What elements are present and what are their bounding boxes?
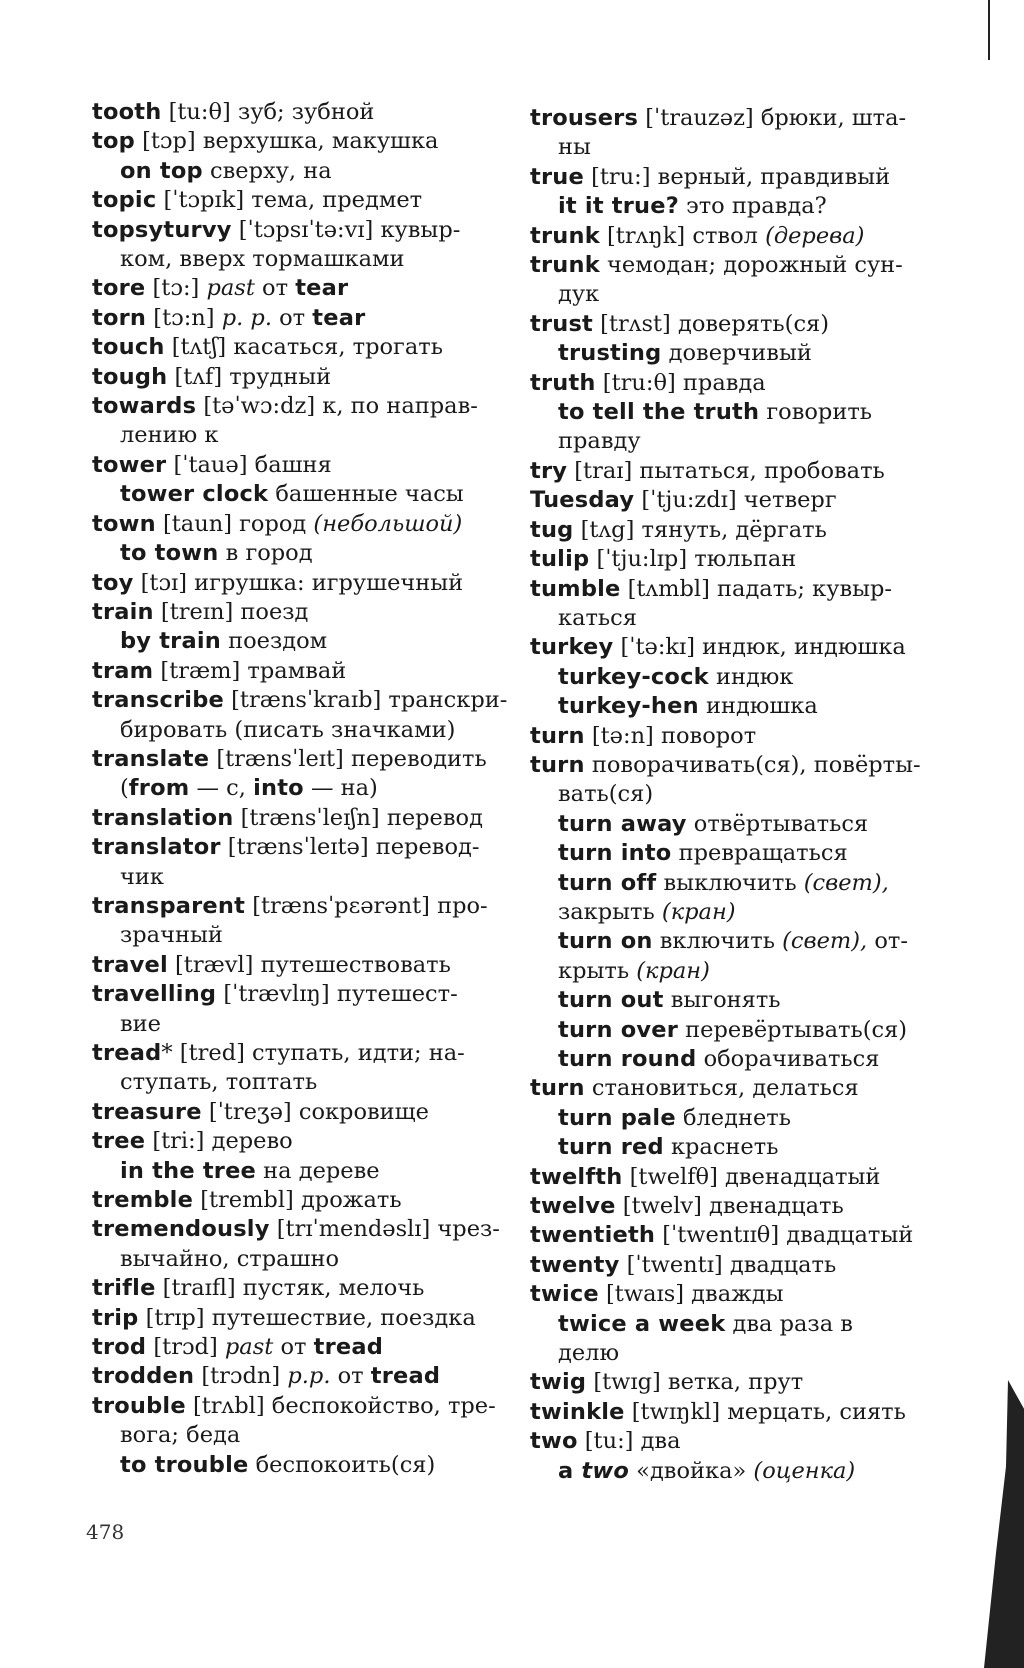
dictionary-line	[530, 457, 960, 486]
dictionary-line	[530, 722, 960, 751]
dictionary-line	[530, 1133, 960, 1162]
translation-text: [twɪg] ветка, прут	[586, 1369, 804, 1396]
dictionary-line	[530, 104, 960, 133]
dictionary-line	[92, 1186, 512, 1215]
headword: twentieth	[530, 1222, 656, 1249]
translation-text: [tʌmbl] падать; кувыр-	[620, 575, 893, 602]
translation-text: — на)	[303, 775, 378, 802]
translation-text: [ˈtɔpsɪˈtə:vɪ] кувыр-	[231, 216, 461, 243]
translation-text: [tɔɪ] игрушка: игрушечный	[133, 569, 464, 596]
translation-text: лению к	[120, 422, 219, 449]
dictionary-line	[530, 192, 960, 221]
headword: translator	[92, 834, 221, 861]
grammar-note: (свет),	[782, 928, 868, 955]
headword: toy	[92, 569, 134, 596]
translation-text: [tə:n] поворот	[584, 722, 757, 749]
grammar-note: past	[224, 1334, 274, 1361]
dictionary-line	[92, 598, 512, 627]
headword: tread	[92, 1040, 162, 1066]
headword: two	[581, 1457, 630, 1484]
translation-text: превращаться	[671, 840, 848, 867]
translation-text: чик	[120, 863, 164, 890]
grammar-note: (дерева)	[765, 222, 865, 249]
dictionary-line	[92, 774, 512, 803]
dictionary-line	[530, 1104, 960, 1133]
headword: towards	[92, 393, 197, 420]
dictionary-line	[530, 986, 960, 1015]
translation-text: [tɔp] верхушка, макушка	[134, 128, 439, 155]
translation-text: ступать, топтать	[120, 1069, 318, 1096]
grammar-note: p.p.	[287, 1363, 331, 1390]
headword: turn	[530, 751, 585, 778]
dictionary-line	[530, 1221, 960, 1250]
dictionary-line	[92, 1304, 512, 1333]
page-number: 478	[86, 1520, 125, 1544]
translation-text: зрачный	[120, 922, 223, 949]
translation-text: [tru:θ] правда	[595, 369, 766, 396]
translation-text: правду	[558, 428, 641, 455]
dictionary-line	[92, 127, 512, 156]
translation-text: [ˈtwentɪ] двадцать	[619, 1251, 837, 1278]
translation-text: [tʌtʃ] касаться, трогать	[164, 334, 443, 361]
translation-text: (	[120, 775, 129, 802]
headword: trunk	[530, 222, 600, 249]
dictionary-line	[92, 510, 512, 539]
translation-text: закрыть	[558, 898, 662, 925]
headword: turkey	[530, 634, 614, 661]
translation-text: бировать (писать значками)	[120, 716, 456, 743]
translation-text: [træm] трамвай	[153, 657, 347, 684]
headword: twice	[530, 1281, 599, 1308]
dictionary-line	[530, 310, 960, 339]
grammar-note: (свет),	[803, 869, 889, 896]
headword: on top	[120, 157, 203, 184]
headword: tread	[370, 1363, 441, 1390]
translation-text: от	[271, 304, 313, 331]
dictionary-line	[92, 892, 512, 921]
translation-text: вога; беда	[120, 1422, 241, 1449]
dictionary-line	[92, 304, 512, 333]
headword: twinkle	[530, 1398, 625, 1425]
dictionary-line	[92, 186, 512, 215]
grammar-note: (кран)	[661, 898, 736, 925]
headword: to town	[120, 540, 219, 567]
translation-text: крыть	[558, 957, 637, 984]
right-column	[530, 104, 960, 1486]
headword: topsyturvy	[92, 216, 232, 243]
dictionary-line	[530, 545, 960, 574]
dictionary-line	[530, 751, 960, 780]
headword: try	[530, 457, 568, 484]
translation-text: [təˈwɔ:dz] к, по направ-	[196, 393, 478, 420]
translation-text: выгонять	[663, 987, 781, 1014]
headword: by train	[120, 628, 221, 655]
translation-text: вычайно, страшно	[120, 1245, 340, 1272]
translation-text: [tɔ:]	[145, 275, 207, 302]
dictionary-line	[92, 657, 512, 686]
headword: trust	[530, 310, 594, 337]
dictionary-line	[92, 1039, 512, 1068]
headword: translate	[92, 745, 210, 772]
dictionary-line	[530, 575, 960, 604]
dictionary-line	[530, 663, 960, 692]
dictionary-line	[530, 369, 960, 398]
dictionary-line	[92, 274, 512, 303]
headword: turn	[530, 1075, 585, 1102]
headword: trod	[92, 1334, 147, 1361]
translation-text: «двойка»	[629, 1457, 754, 1484]
dictionary-line	[530, 1398, 960, 1427]
dictionary-line	[530, 839, 960, 868]
dictionary-line	[92, 539, 512, 568]
headword: truth	[530, 369, 596, 396]
headword: trouble	[92, 1392, 186, 1419]
dictionary-line	[92, 157, 512, 186]
headword: tulip	[530, 546, 590, 573]
headword: in the tree	[120, 1157, 257, 1184]
headword: tore	[92, 275, 146, 302]
translation-text: на дереве	[256, 1157, 380, 1184]
dictionary-line	[530, 1045, 960, 1074]
translation-text: башенные часы	[268, 481, 464, 508]
grammar-note: p. p.	[221, 304, 272, 331]
headword: it it true?	[558, 193, 679, 220]
headword: tear	[295, 275, 349, 302]
headword: turn out	[558, 987, 664, 1014]
headword: torn	[92, 304, 147, 331]
dictionary-line	[530, 633, 960, 662]
dictionary-line	[530, 1310, 960, 1339]
translation-text: [trɪˈmendəslɪ] чрез-	[269, 1216, 500, 1243]
dictionary-line	[530, 222, 960, 251]
grammar-note: past	[206, 275, 255, 302]
dictionary-line	[92, 627, 512, 656]
headword: turn away	[558, 810, 687, 837]
translation-text: [trɔdn]	[194, 1363, 288, 1390]
translation-text: [traɪ] пытаться, пробовать	[567, 457, 885, 484]
headword: tough	[92, 363, 168, 390]
translation-text: это правда?	[678, 193, 827, 220]
headword: trip	[92, 1304, 139, 1331]
translation-text: [trævl] путешествовать	[167, 951, 451, 978]
dictionary-line	[530, 1192, 960, 1221]
grammar-note: (оценка)	[753, 1457, 856, 1484]
translation-text: [ˈtə:kɪ] индюк, индюшка	[613, 634, 906, 661]
translation-text: [twelv] двенадцать	[615, 1193, 844, 1220]
dictionary-line	[92, 421, 512, 450]
dictionary-line	[530, 1457, 960, 1486]
headword: tree	[92, 1128, 146, 1155]
translation-text: поворачивать(ся), повёрты-	[584, 751, 921, 778]
dictionary-line	[530, 516, 960, 545]
headword: trunk	[530, 252, 600, 279]
dictionary-line	[530, 1339, 960, 1368]
headword: tower clock	[120, 481, 269, 508]
translation-text: включить	[652, 928, 783, 955]
dictionary-line	[530, 1427, 960, 1456]
dictionary-line	[530, 280, 960, 309]
translation-text: доверчивый	[661, 340, 812, 367]
translation-text: перевёртывать(ся)	[678, 1016, 908, 1043]
translation-text: дук	[558, 281, 600, 308]
translation-text: [tri:] дерево	[145, 1128, 293, 1155]
translation-text: выключить	[656, 869, 804, 896]
headword: turkey-cock	[558, 663, 709, 690]
dictionary-line	[530, 427, 960, 456]
dictionary-line	[92, 1127, 512, 1156]
headword: to tell the truth	[558, 399, 760, 426]
headword: trifle	[92, 1275, 156, 1302]
dictionary-line	[530, 1280, 960, 1309]
headword: Tuesday	[530, 487, 635, 514]
headword: travelling	[92, 981, 217, 1008]
dictionary-line	[92, 716, 512, 745]
dictionary-line	[92, 745, 512, 774]
translation-text: [tʌf] трудный	[167, 363, 332, 390]
translation-text: [trænsˈpɛərənt] про-	[245, 892, 488, 919]
translation-text: [ˈtɔpɪk] тема, предмет	[156, 187, 423, 214]
dictionary-line	[92, 1392, 512, 1421]
dictionary-line	[92, 1068, 512, 1097]
headword: turn round	[558, 1046, 697, 1072]
translation-text: [twelfθ] двенадцатый	[622, 1163, 881, 1190]
dictionary-line	[92, 451, 512, 480]
translation-text: [trænsˈleɪt] переводить	[209, 745, 487, 772]
headword: tram	[92, 657, 154, 684]
headword: touch	[92, 334, 165, 361]
translation-text: от-	[867, 928, 908, 955]
dictionary-line	[92, 1333, 512, 1362]
translation-text: от	[254, 275, 296, 302]
headword: transparent	[92, 892, 246, 919]
dictionary-line	[92, 1421, 512, 1450]
dictionary-line	[530, 1163, 960, 1192]
dictionary-line	[92, 951, 512, 980]
dictionary-line	[530, 692, 960, 721]
headword: tread	[313, 1334, 384, 1361]
translation-text: ны	[558, 134, 591, 161]
translation-text: — с,	[189, 775, 254, 802]
dictionary-line	[92, 1157, 512, 1186]
headword: twenty	[530, 1251, 620, 1278]
translation-text: становиться, делаться	[584, 1075, 859, 1102]
dictionary-line	[92, 686, 512, 715]
dictionary-line	[530, 957, 960, 986]
translation-text: [traɪfl] пустяк, мелочь	[155, 1275, 425, 1302]
headword: turn into	[558, 840, 672, 867]
headword: tug	[530, 516, 574, 543]
translation-text: каться	[558, 604, 637, 631]
translation-text: поездом	[220, 628, 328, 655]
dictionary-line	[92, 1451, 512, 1480]
dictionary-line	[530, 1251, 960, 1280]
headword: tremendously	[92, 1216, 270, 1243]
dictionary-line	[530, 1368, 960, 1397]
translation-text: беспокоить(ся)	[248, 1451, 436, 1478]
translation-text: [ˈtwentɪɪθ] двадцатый	[655, 1222, 914, 1249]
dictionary-line	[530, 869, 960, 898]
translation-text: говорить	[759, 399, 873, 426]
headword: tooth	[92, 99, 162, 125]
headword: town	[92, 510, 156, 537]
translation-text: [trænsˈleɪʃn] перевод	[233, 804, 483, 831]
headword: twig	[530, 1369, 587, 1396]
headword: true	[530, 163, 584, 190]
dictionary-line	[92, 1215, 512, 1244]
headword: a	[558, 1457, 582, 1484]
translation-text: оборачиваться	[696, 1046, 880, 1072]
headword: transcribe	[92, 687, 224, 714]
translation-text: делю	[558, 1340, 620, 1367]
grammar-note: (кран)	[636, 957, 710, 984]
dictionary-line	[92, 480, 512, 509]
translation-text: [ˈtauə] башня	[166, 451, 332, 478]
translation-text: бледнеть	[675, 1104, 791, 1131]
dictionary-line	[530, 604, 960, 633]
headword: tear	[312, 304, 366, 331]
headword: turkey-hen	[558, 693, 699, 720]
headword: turn over	[558, 1016, 679, 1043]
translation-text: вать(ся)	[558, 781, 654, 808]
translation-text: [trɔd]	[146, 1334, 225, 1361]
translation-text: отвёртываться	[686, 810, 869, 837]
dictionary-line	[92, 1010, 512, 1039]
headword: from	[128, 775, 190, 802]
dictionary-line	[92, 980, 512, 1009]
dictionary-line	[530, 1074, 960, 1103]
translation-text: в город	[218, 540, 313, 567]
dictionary-line	[92, 392, 512, 421]
headword: twelfth	[530, 1163, 623, 1190]
translation-text: [twaɪs] дважды	[598, 1281, 784, 1308]
dictionary-line	[530, 251, 960, 280]
translation-text: [trembl] дрожать	[193, 1187, 402, 1214]
dictionary-line	[530, 927, 960, 956]
headword: trousers	[530, 105, 639, 131]
translation-text: индюшка	[698, 693, 818, 720]
dictionary-line	[530, 133, 960, 162]
translation-text: [ˈtju:lɪp] тюльпан	[589, 546, 797, 573]
dictionary-line	[530, 398, 960, 427]
headword: top	[92, 128, 135, 155]
headword: topic	[92, 187, 157, 214]
headword: travel	[92, 951, 168, 978]
headword: trusting	[558, 340, 662, 367]
dictionary-line	[92, 804, 512, 833]
translation-text: [trʌŋk] ствол	[599, 222, 766, 249]
headword: trodden	[92, 1363, 195, 1390]
dictionary-line	[92, 1274, 512, 1303]
dictionary-line	[92, 363, 512, 392]
dictionary-line	[92, 863, 512, 892]
translation-text: от	[273, 1334, 314, 1361]
translation-text: [trænsˈkraɪb] транскри-	[223, 687, 508, 714]
translation-text: индюк	[708, 663, 794, 690]
headword: tumble	[530, 575, 621, 602]
translation-text: от	[330, 1363, 371, 1390]
dictionary-line	[92, 569, 512, 598]
translation-text: [ˈtrævlɪŋ] путешест-	[216, 981, 458, 1008]
translation-text: ком, вверх тормашками	[120, 246, 405, 273]
headword: tower	[92, 451, 167, 478]
translation-text: [twɪŋkl] мерцать, сиять	[624, 1398, 906, 1425]
headword: translation	[92, 804, 234, 831]
translation-text: [ˈtreʒə] сокровище	[201, 1098, 429, 1125]
translation-text: [taun] город	[155, 510, 314, 537]
translation-text: [trʌbl] беспокойство, тре-	[185, 1392, 496, 1419]
dictionary-line	[92, 921, 512, 950]
dictionary-line	[530, 1016, 960, 1045]
headword: into	[253, 775, 304, 802]
dictionary-line	[530, 163, 960, 192]
translation-text: [tu:θ] зуб; зубной	[161, 99, 375, 125]
dictionary-line	[530, 898, 960, 927]
dictionary-line	[92, 333, 512, 362]
translation-text: [treɪn] поезд	[153, 598, 309, 625]
dictionary-line	[530, 339, 960, 368]
translation-text: [ˈtrauzəz] брюки, шта-	[638, 105, 907, 131]
dictionary-line	[92, 833, 512, 862]
dictionary-line	[530, 780, 960, 809]
translation-text: [tru:] верный, правдивый	[583, 163, 891, 190]
translation-text: [trænsˈleɪtə] перевод-	[220, 834, 480, 861]
headword: turn on	[558, 928, 653, 955]
headword: twelve	[530, 1193, 616, 1220]
left-column	[92, 98, 512, 1480]
headword: two	[530, 1428, 578, 1455]
scan-edge-mark	[984, 1380, 1024, 1668]
headword: turn red	[558, 1134, 664, 1161]
translation-text: * [tred] ступать, идти; на-	[161, 1040, 465, 1066]
dictionary-line	[530, 486, 960, 515]
headword: turn off	[558, 869, 657, 896]
translation-text: [tʌg] тянуть, дёргать	[573, 516, 827, 543]
headword: treasure	[92, 1098, 202, 1125]
headword: turn pale	[558, 1104, 676, 1131]
headword: to trouble	[120, 1451, 249, 1478]
translation-text: [tɔ:n]	[146, 304, 222, 331]
dictionary-line	[92, 1098, 512, 1127]
dictionary-line	[530, 810, 960, 839]
scan-edge-line	[988, 0, 990, 60]
headword: twice a week	[558, 1310, 726, 1337]
dictionary-line	[92, 98, 512, 127]
headword: tremble	[92, 1187, 194, 1214]
translation-text: [trʌst] доверять(ся)	[593, 310, 830, 337]
dictionary-line	[92, 216, 512, 245]
translation-text: [trɪp] путешествие, поездка	[138, 1304, 476, 1331]
headword: turn	[530, 722, 585, 749]
translation-text: [ˈtju:zdɪ] четверг	[634, 487, 837, 514]
dictionary-line	[92, 1362, 512, 1391]
dictionary-line	[92, 1245, 512, 1274]
dictionary-line	[92, 245, 512, 274]
grammar-note: (небольшой)	[313, 510, 463, 537]
translation-text: сверху, на	[202, 157, 332, 184]
headword: train	[92, 598, 154, 625]
translation-text: чемодан; дорожный сун-	[599, 252, 903, 279]
translation-text: краснеть	[663, 1134, 779, 1161]
translation-text: [tu:] два	[577, 1428, 681, 1455]
translation-text: вие	[120, 1010, 161, 1037]
translation-text: два раза в	[725, 1310, 853, 1337]
